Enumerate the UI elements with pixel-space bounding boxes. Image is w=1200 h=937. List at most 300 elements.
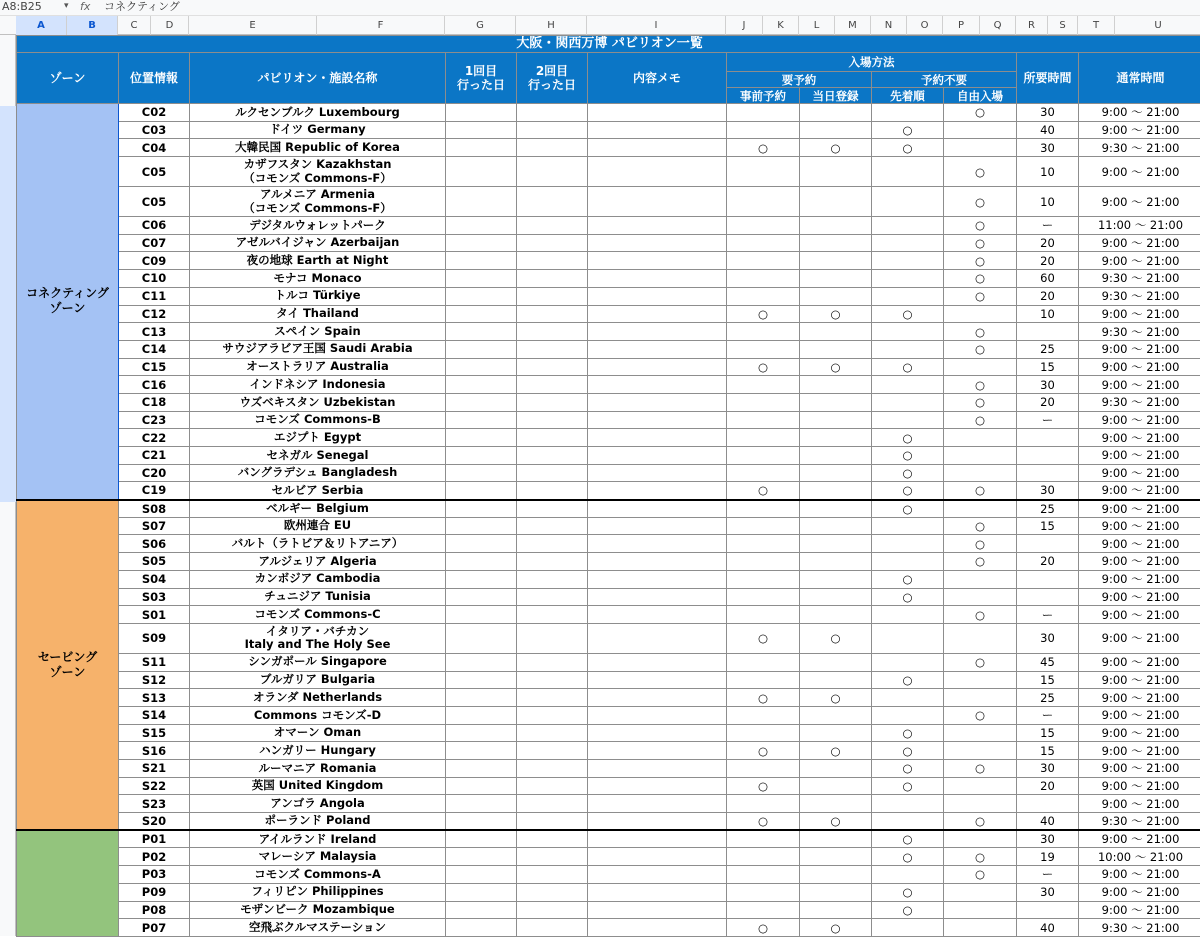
visit1-cell[interactable] (446, 358, 517, 376)
visit1-cell[interactable] (446, 724, 517, 742)
first-come-cell[interactable]: ○ (872, 901, 944, 919)
sameday-cell[interactable] (800, 866, 872, 884)
memo-cell[interactable] (588, 760, 727, 778)
visit2-cell[interactable] (517, 689, 588, 707)
free-entry-cell[interactable] (944, 121, 1017, 139)
sameday-cell[interactable] (800, 393, 872, 411)
memo-cell[interactable] (588, 813, 727, 831)
free-entry-cell[interactable] (944, 795, 1017, 813)
hours-cell[interactable]: 9:00 ～ 21:00 (1079, 623, 1200, 653)
first-come-cell[interactable]: ○ (872, 447, 944, 465)
first-come-cell[interactable] (872, 517, 944, 535)
duration-cell[interactable]: 25 (1017, 340, 1079, 358)
hours-cell[interactable]: 9:00 ～ 21:00 (1079, 653, 1200, 671)
column-header-a[interactable]: A (16, 16, 67, 35)
free-entry-cell[interactable] (944, 500, 1017, 518)
visit1-cell[interactable] (446, 121, 517, 139)
table-row[interactable] (17, 553, 1200, 571)
sameday-cell[interactable] (800, 323, 872, 341)
memo-cell[interactable] (588, 340, 727, 358)
hours-cell[interactable]: 9:00 ～ 21:00 (1079, 187, 1200, 217)
advance-cell[interactable] (727, 270, 800, 288)
hours-cell[interactable]: 9:00 ～ 21:00 (1079, 157, 1200, 187)
hours-cell[interactable]: 9:00 ～ 21:00 (1079, 553, 1200, 571)
first-come-cell[interactable] (872, 653, 944, 671)
memo-cell[interactable] (588, 447, 727, 465)
advance-cell[interactable] (727, 517, 800, 535)
column-header-d[interactable]: D (151, 16, 189, 35)
visit1-cell[interactable] (446, 742, 517, 760)
location-cell[interactable]: S21 (119, 760, 190, 778)
table-row[interactable] (17, 121, 1200, 139)
visit2-cell[interactable] (517, 724, 588, 742)
first-come-cell[interactable]: ○ (872, 742, 944, 760)
location-cell[interactable]: S07 (119, 517, 190, 535)
pavilion-name-cell[interactable]: コモンズ Commons-C (190, 606, 446, 624)
advance-cell[interactable]: ○ (727, 742, 800, 760)
duration-cell[interactable]: 10 (1017, 187, 1079, 217)
location-cell[interactable]: C19 (119, 482, 190, 500)
duration-cell[interactable] (1017, 464, 1079, 482)
duration-cell[interactable]: 30 (1017, 760, 1079, 778)
visit2-cell[interactable] (517, 706, 588, 724)
table-row[interactable] (17, 358, 1200, 376)
advance-cell[interactable]: ○ (727, 919, 800, 937)
advance-cell[interactable] (727, 252, 800, 270)
location-cell[interactable]: C07 (119, 234, 190, 252)
hours-cell[interactable]: 9:00 ～ 21:00 (1079, 517, 1200, 535)
sameday-cell[interactable] (800, 777, 872, 795)
pavilion-name-cell[interactable]: 英国 United Kingdom (190, 777, 446, 795)
free-entry-cell[interactable]: ○ (944, 760, 1017, 778)
location-cell[interactable]: S04 (119, 570, 190, 588)
location-cell[interactable]: C23 (119, 411, 190, 429)
pavilion-name-cell[interactable]: アゼルバイジャン Azerbaijan (190, 234, 446, 252)
first-come-cell[interactable] (872, 623, 944, 653)
sameday-cell[interactable] (800, 500, 872, 518)
location-cell[interactable]: S22 (119, 777, 190, 795)
duration-cell[interactable]: 30 (1017, 482, 1079, 500)
advance-cell[interactable]: ○ (727, 482, 800, 500)
sameday-cell[interactable] (800, 217, 872, 235)
sameday-cell[interactable] (800, 482, 872, 500)
hours-cell[interactable]: 9:00 ～ 21:00 (1079, 588, 1200, 606)
advance-cell[interactable]: ○ (727, 305, 800, 323)
visit1-cell[interactable] (446, 866, 517, 884)
sameday-cell[interactable] (800, 121, 872, 139)
duration-cell[interactable]: 45 (1017, 653, 1079, 671)
sameday-cell[interactable] (800, 376, 872, 394)
visit2-cell[interactable] (517, 252, 588, 270)
visit2-cell[interactable] (517, 848, 588, 866)
visit1-cell[interactable] (446, 777, 517, 795)
first-come-cell[interactable]: ○ (872, 500, 944, 518)
table-row[interactable] (17, 305, 1200, 323)
pavilion-name-cell[interactable]: バングラデシュ Bangladesh (190, 464, 446, 482)
table-row[interactable] (17, 653, 1200, 671)
table-row[interactable] (17, 104, 1200, 122)
duration-cell[interactable]: ー (1017, 217, 1079, 235)
free-entry-cell[interactable]: ○ (944, 866, 1017, 884)
sameday-cell[interactable]: ○ (800, 813, 872, 831)
first-come-cell[interactable]: ○ (872, 671, 944, 689)
sameday-cell[interactable] (800, 535, 872, 553)
hours-cell[interactable]: 9:30 ～ 21:00 (1079, 393, 1200, 411)
free-entry-cell[interactable]: ○ (944, 157, 1017, 187)
zone-cell[interactable]: セービング ゾーン (17, 500, 119, 831)
pavilion-name-cell[interactable]: デジタルウォレットパーク (190, 217, 446, 235)
free-entry-cell[interactable] (944, 689, 1017, 707)
visit2-cell[interactable] (517, 535, 588, 553)
table-row[interactable] (17, 500, 1200, 518)
visit1-cell[interactable] (446, 482, 517, 500)
first-come-cell[interactable]: ○ (872, 588, 944, 606)
column-header-l[interactable]: L (799, 16, 835, 35)
free-entry-cell[interactable] (944, 429, 1017, 447)
column-header-e[interactable]: E (189, 16, 317, 35)
memo-cell[interactable] (588, 689, 727, 707)
sameday-cell[interactable] (800, 104, 872, 122)
location-cell[interactable]: S08 (119, 500, 190, 518)
pavilion-name-cell[interactable]: アンゴラ Angola (190, 795, 446, 813)
hours-cell[interactable]: 9:00 ～ 21:00 (1079, 104, 1200, 122)
duration-cell[interactable] (1017, 588, 1079, 606)
memo-cell[interactable] (588, 252, 727, 270)
advance-cell[interactable] (727, 217, 800, 235)
table-row[interactable] (17, 689, 1200, 707)
free-entry-cell[interactable] (944, 724, 1017, 742)
visit1-cell[interactable] (446, 447, 517, 465)
duration-cell[interactable]: 15 (1017, 671, 1079, 689)
chevron-down-icon[interactable]: ▾ (64, 0, 69, 13)
memo-cell[interactable] (588, 553, 727, 571)
pavilion-name-cell[interactable]: コモンズ Commons-B (190, 411, 446, 429)
pavilion-name-cell[interactable]: インドネシア Indonesia (190, 376, 446, 394)
visit2-cell[interactable] (517, 623, 588, 653)
duration-cell[interactable]: 40 (1017, 813, 1079, 831)
visit1-cell[interactable] (446, 323, 517, 341)
duration-cell[interactable]: 25 (1017, 500, 1079, 518)
zone-cell[interactable]: コネクティング ゾーン (17, 104, 119, 500)
memo-cell[interactable] (588, 671, 727, 689)
sameday-cell[interactable] (800, 901, 872, 919)
advance-cell[interactable] (727, 429, 800, 447)
first-come-cell[interactable] (872, 393, 944, 411)
hours-cell[interactable]: 9:00 ～ 21:00 (1079, 482, 1200, 500)
visit2-cell[interactable] (517, 742, 588, 760)
sameday-cell[interactable]: ○ (800, 139, 872, 157)
visit1-cell[interactable] (446, 340, 517, 358)
column-header-q[interactable]: Q (980, 16, 1016, 35)
column-header-g[interactable]: G (445, 16, 516, 35)
hours-cell[interactable]: 9:00 ～ 21:00 (1079, 121, 1200, 139)
visit2-cell[interactable] (517, 813, 588, 831)
first-come-cell[interactable] (872, 813, 944, 831)
hours-cell[interactable]: 9:00 ～ 21:00 (1079, 866, 1200, 884)
advance-cell[interactable] (727, 866, 800, 884)
advance-cell[interactable] (727, 187, 800, 217)
location-cell[interactable]: S01 (119, 606, 190, 624)
table-row[interactable] (17, 340, 1200, 358)
location-cell[interactable]: P01 (119, 830, 190, 848)
advance-cell[interactable] (727, 340, 800, 358)
visit1-cell[interactable] (446, 848, 517, 866)
advance-cell[interactable] (727, 287, 800, 305)
pavilion-name-cell[interactable]: ウズベキスタン Uzbekistan (190, 393, 446, 411)
pavilion-name-cell[interactable]: ベルギー Belgium (190, 500, 446, 518)
table-row[interactable] (17, 742, 1200, 760)
memo-cell[interactable] (588, 883, 727, 901)
pavilion-name-cell[interactable]: オランダ Netherlands (190, 689, 446, 707)
memo-cell[interactable] (588, 358, 727, 376)
visit2-cell[interactable] (517, 376, 588, 394)
pavilion-name-cell[interactable]: コモンズ Commons-A (190, 866, 446, 884)
hours-cell[interactable]: 9:00 ～ 21:00 (1079, 760, 1200, 778)
advance-cell[interactable]: ○ (727, 623, 800, 653)
first-come-cell[interactable] (872, 234, 944, 252)
visit1-cell[interactable] (446, 104, 517, 122)
advance-cell[interactable] (727, 760, 800, 778)
hours-cell[interactable]: 9:00 ～ 21:00 (1079, 376, 1200, 394)
first-come-cell[interactable] (872, 553, 944, 571)
pavilion-name-cell[interactable]: スペイン Spain (190, 323, 446, 341)
location-cell[interactable]: C02 (119, 104, 190, 122)
advance-cell[interactable] (727, 588, 800, 606)
sameday-cell[interactable]: ○ (800, 919, 872, 937)
first-come-cell[interactable]: ○ (872, 482, 944, 500)
visit2-cell[interactable] (517, 500, 588, 518)
sameday-cell[interactable] (800, 883, 872, 901)
location-cell[interactable]: S12 (119, 671, 190, 689)
hours-cell[interactable]: 9:00 ～ 21:00 (1079, 411, 1200, 429)
pavilion-name-cell[interactable]: マレーシア Malaysia (190, 848, 446, 866)
free-entry-cell[interactable]: ○ (944, 653, 1017, 671)
duration-cell[interactable]: 30 (1017, 139, 1079, 157)
visit2-cell[interactable] (517, 429, 588, 447)
location-cell[interactable]: P09 (119, 883, 190, 901)
table-row[interactable] (17, 848, 1200, 866)
memo-cell[interactable] (588, 517, 727, 535)
hours-cell[interactable]: 9:00 ～ 21:00 (1079, 570, 1200, 588)
first-come-cell[interactable] (872, 795, 944, 813)
pavilion-name-cell[interactable]: バルト（ラトビア＆リトアニア） (190, 535, 446, 553)
duration-cell[interactable]: 30 (1017, 830, 1079, 848)
column-header-i[interactable]: I (587, 16, 726, 35)
duration-cell[interactable]: ー (1017, 706, 1079, 724)
duration-cell[interactable] (1017, 535, 1079, 553)
visit1-cell[interactable] (446, 570, 517, 588)
memo-cell[interactable] (588, 570, 727, 588)
visit1-cell[interactable] (446, 393, 517, 411)
free-entry-cell[interactable]: ○ (944, 217, 1017, 235)
free-entry-cell[interactable] (944, 447, 1017, 465)
advance-cell[interactable] (727, 706, 800, 724)
memo-cell[interactable] (588, 429, 727, 447)
location-cell[interactable]: C10 (119, 270, 190, 288)
first-come-cell[interactable] (872, 157, 944, 187)
visit1-cell[interactable] (446, 287, 517, 305)
visit2-cell[interactable] (517, 760, 588, 778)
advance-cell[interactable] (727, 323, 800, 341)
hours-cell[interactable]: 11:00 ～ 21:00 (1079, 217, 1200, 235)
visit2-cell[interactable] (517, 866, 588, 884)
first-come-cell[interactable] (872, 217, 944, 235)
first-come-cell[interactable] (872, 340, 944, 358)
pavilion-name-cell[interactable]: カンボジア Cambodia (190, 570, 446, 588)
duration-cell[interactable]: 20 (1017, 777, 1079, 795)
location-cell[interactable]: C20 (119, 464, 190, 482)
visit1-cell[interactable] (446, 411, 517, 429)
visit2-cell[interactable] (517, 187, 588, 217)
hours-cell[interactable]: 9:00 ～ 21:00 (1079, 883, 1200, 901)
location-cell[interactable]: C18 (119, 393, 190, 411)
table-row[interactable] (17, 777, 1200, 795)
pavilion-name-cell[interactable]: アルメニア Armenia （コモンズ Commons-F） (190, 187, 446, 217)
location-cell[interactable]: C15 (119, 358, 190, 376)
free-entry-cell[interactable]: ○ (944, 393, 1017, 411)
location-cell[interactable]: P03 (119, 866, 190, 884)
hours-cell[interactable]: 9:00 ～ 21:00 (1079, 795, 1200, 813)
duration-cell[interactable]: 40 (1017, 121, 1079, 139)
visit1-cell[interactable] (446, 429, 517, 447)
hours-cell[interactable]: 9:00 ～ 21:00 (1079, 305, 1200, 323)
visit2-cell[interactable] (517, 270, 588, 288)
free-entry-cell[interactable] (944, 830, 1017, 848)
table-row[interactable] (17, 287, 1200, 305)
table-row[interactable] (17, 724, 1200, 742)
visit1-cell[interactable] (446, 588, 517, 606)
advance-cell[interactable] (727, 901, 800, 919)
duration-cell[interactable]: 60 (1017, 270, 1079, 288)
visit1-cell[interactable] (446, 553, 517, 571)
visit2-cell[interactable] (517, 671, 588, 689)
free-entry-cell[interactable] (944, 464, 1017, 482)
sameday-cell[interactable]: ○ (800, 305, 872, 323)
free-entry-cell[interactable]: ○ (944, 482, 1017, 500)
sameday-cell[interactable] (800, 606, 872, 624)
advance-cell[interactable] (727, 393, 800, 411)
hours-cell[interactable]: 9:00 ～ 21:00 (1079, 358, 1200, 376)
table-row[interactable] (17, 606, 1200, 624)
visit1-cell[interactable] (446, 689, 517, 707)
column-header-n[interactable]: N (871, 16, 907, 35)
name-box[interactable]: A8:B25 (0, 0, 60, 14)
location-cell[interactable]: C06 (119, 217, 190, 235)
free-entry-cell[interactable] (944, 623, 1017, 653)
table-row[interactable] (17, 482, 1200, 500)
hours-cell[interactable]: 9:00 ～ 21:00 (1079, 901, 1200, 919)
visit1-cell[interactable] (446, 217, 517, 235)
sameday-cell[interactable] (800, 157, 872, 187)
pavilion-name-cell[interactable]: アイルランド Ireland (190, 830, 446, 848)
table-row[interactable] (17, 623, 1200, 653)
table-row[interactable] (17, 706, 1200, 724)
visit1-cell[interactable] (446, 901, 517, 919)
memo-cell[interactable] (588, 464, 727, 482)
advance-cell[interactable] (727, 157, 800, 187)
pavilion-name-cell[interactable]: 空飛ぶクルマステーション (190, 919, 446, 937)
memo-cell[interactable] (588, 653, 727, 671)
sameday-cell[interactable] (800, 706, 872, 724)
free-entry-cell[interactable]: ○ (944, 848, 1017, 866)
visit2-cell[interactable] (517, 795, 588, 813)
pavilion-name-cell[interactable]: タイ Thailand (190, 305, 446, 323)
pavilion-name-cell[interactable]: カザフスタン Kazakhstan （コモンズ Commons-F） (190, 157, 446, 187)
visit1-cell[interactable] (446, 671, 517, 689)
table-row[interactable] (17, 217, 1200, 235)
advance-cell[interactable] (727, 447, 800, 465)
hours-cell[interactable]: 9:00 ～ 21:00 (1079, 447, 1200, 465)
first-come-cell[interactable] (872, 187, 944, 217)
sameday-cell[interactable] (800, 234, 872, 252)
memo-cell[interactable] (588, 901, 727, 919)
pavilion-name-cell[interactable]: トルコ Türkiye (190, 287, 446, 305)
visit1-cell[interactable] (446, 795, 517, 813)
pavilion-name-cell[interactable]: 大韓民国 Republic of Korea (190, 139, 446, 157)
column-header-r[interactable]: R (1016, 16, 1048, 35)
pavilion-name-cell[interactable]: モナコ Monaco (190, 270, 446, 288)
pavilion-name-cell[interactable]: ブルガリア Bulgaria (190, 671, 446, 689)
table-row[interactable] (17, 411, 1200, 429)
pavilion-name-cell[interactable]: フィリピン Philippines (190, 883, 446, 901)
hours-cell[interactable]: 9:00 ～ 21:00 (1079, 464, 1200, 482)
free-entry-cell[interactable] (944, 358, 1017, 376)
visit2-cell[interactable] (517, 217, 588, 235)
table-row[interactable] (17, 393, 1200, 411)
advance-cell[interactable] (727, 883, 800, 901)
advance-cell[interactable] (727, 653, 800, 671)
location-cell[interactable]: S15 (119, 724, 190, 742)
first-come-cell[interactable]: ○ (872, 305, 944, 323)
table-row[interactable] (17, 830, 1200, 848)
visit2-cell[interactable] (517, 305, 588, 323)
hours-cell[interactable]: 9:00 ～ 21:00 (1079, 724, 1200, 742)
pavilion-name-cell[interactable]: セネガル Senegal (190, 447, 446, 465)
table-row[interactable] (17, 760, 1200, 778)
table-row[interactable] (17, 813, 1200, 831)
first-come-cell[interactable]: ○ (872, 139, 944, 157)
sameday-cell[interactable] (800, 187, 872, 217)
table-row[interactable] (17, 270, 1200, 288)
free-entry-cell[interactable] (944, 588, 1017, 606)
sameday-cell[interactable] (800, 795, 872, 813)
table-row[interactable] (17, 429, 1200, 447)
advance-cell[interactable] (727, 553, 800, 571)
table-row[interactable] (17, 866, 1200, 884)
sameday-cell[interactable] (800, 830, 872, 848)
sameday-cell[interactable] (800, 517, 872, 535)
free-entry-cell[interactable]: ○ (944, 323, 1017, 341)
column-header-c[interactable]: C (118, 16, 151, 35)
duration-cell[interactable]: 15 (1017, 742, 1079, 760)
advance-cell[interactable] (727, 570, 800, 588)
visit2-cell[interactable] (517, 157, 588, 187)
sameday-cell[interactable] (800, 671, 872, 689)
visit2-cell[interactable] (517, 883, 588, 901)
hours-cell[interactable]: 9:00 ～ 21:00 (1079, 606, 1200, 624)
hours-cell[interactable]: 9:00 ～ 21:00 (1079, 429, 1200, 447)
location-cell[interactable]: C13 (119, 323, 190, 341)
visit2-cell[interactable] (517, 340, 588, 358)
duration-cell[interactable] (1017, 323, 1079, 341)
table-row[interactable] (17, 252, 1200, 270)
sameday-cell[interactable] (800, 270, 872, 288)
first-come-cell[interactable]: ○ (872, 464, 944, 482)
table-row[interactable] (17, 883, 1200, 901)
first-come-cell[interactable] (872, 270, 944, 288)
first-come-cell[interactable]: ○ (872, 777, 944, 795)
advance-cell[interactable] (727, 535, 800, 553)
